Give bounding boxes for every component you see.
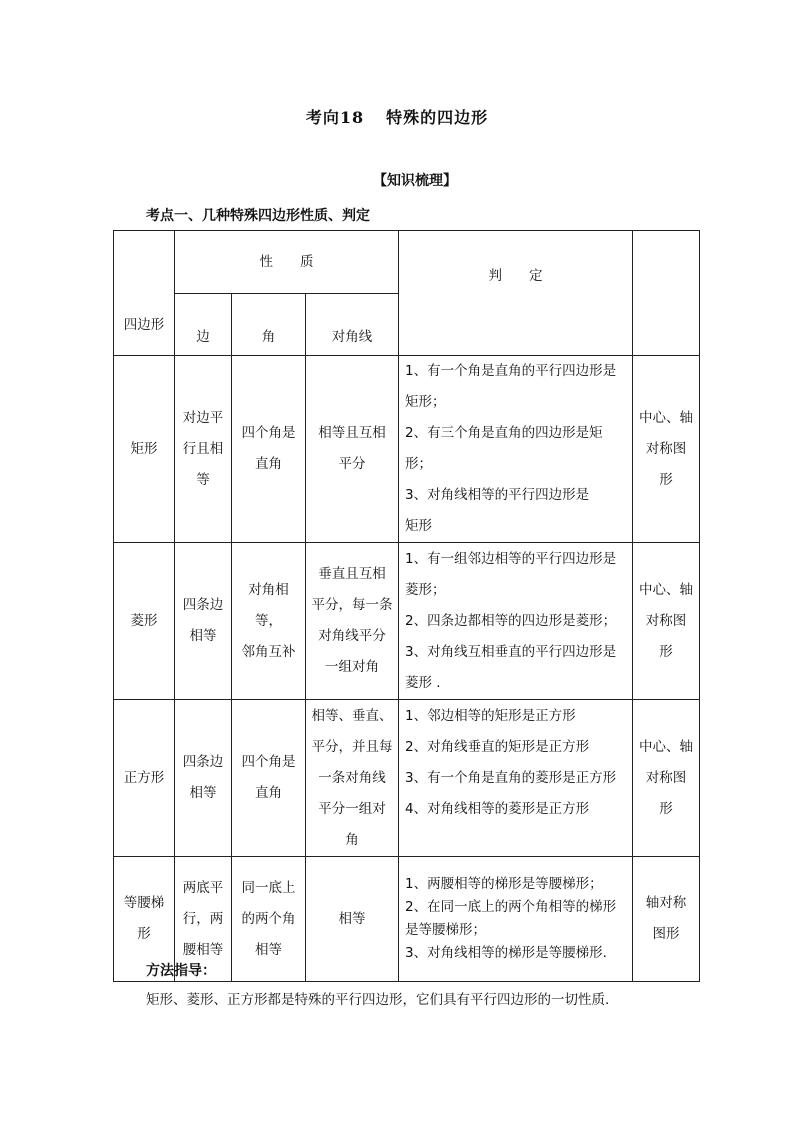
row-diagonal: 垂直且互相 平分，每一条 对角线平分 一组对角: [306, 543, 399, 700]
row-judgement: 1、有一个角是直角的平行四边形是 矩形； 2、有三个角是直角的四边形是矩形； 3、对角线相等的平行四边形是 矩形: [399, 356, 633, 543]
header-symmetry: [633, 231, 700, 356]
header-property: 性 质: [175, 231, 399, 294]
table-row: [114, 543, 700, 700]
row-symmetry: 中心、轴 对称图 形: [633, 356, 700, 543]
row-side: 四条边 相等: [175, 543, 232, 700]
row-side: 两底平 行，两 腰相等: [175, 857, 232, 982]
header-judgement: 判 定: [399, 231, 633, 356]
page-title: [0, 105, 794, 128]
method-title: 方法指导：: [146, 963, 216, 979]
header-side: 边: [175, 294, 232, 356]
header-diagonal: 对角线: [306, 294, 399, 356]
row-judgement: 1、两腰相等的梯形是等腰梯形； 2、在同一底上的两个角相等的梯形 是等腰梯形； 3、对角线相等的梯形是等腰梯形.: [399, 857, 633, 982]
row-name: 等腰梯 形: [114, 857, 175, 982]
section-title: 考点一、几种特殊四边形性质、判定: [146, 208, 370, 224]
row-name: 菱形: [114, 543, 175, 700]
header-angle: 角: [232, 294, 306, 356]
subtitle: 【知识梳理】: [373, 173, 457, 189]
row-side: 对边平 行且相 等: [175, 356, 232, 543]
row-name: 正方形: [114, 700, 175, 857]
row-symmetry: 轴对称 图形: [633, 857, 700, 982]
row-angle: 四个角是 直角: [232, 356, 306, 543]
row-angle: 对角相等， 邻角互补: [232, 543, 306, 700]
row-diagonal: 相等且互相 平分: [306, 356, 399, 543]
row-angle: 同一底上 的两个角 相等: [232, 857, 306, 982]
row-side: 四条边 相等: [175, 700, 232, 857]
table-row: [114, 356, 700, 543]
header-quad: 四边形: [114, 231, 175, 356]
row-judgement: 1、邻边相等的矩形是正方形 2、对角线垂直的矩形是正方形 3、有一个角是直角的菱形是正方形 4、对角线相等的菱形是正方形: [399, 700, 633, 857]
row-diagonal: 相等、垂直、 平分，并且每 一条对角线 平分一组对 角: [306, 700, 399, 857]
row-angle: 四个角是 直角: [232, 700, 306, 857]
row-symmetry: 中心、轴 对称图 形: [633, 543, 700, 700]
title-text: 特殊的四边形: [386, 108, 489, 127]
method-text: 矩形、菱形、正方形都是特殊的平行四边形，它们具有平行四边形的一切性质.: [146, 992, 610, 1008]
row-name: 矩形: [114, 356, 175, 543]
table-row: [114, 700, 700, 857]
title-number: 考向18: [305, 108, 365, 127]
row-judgement: 1、有一组邻边相等的平行四边形是 菱形； 2、四条边都相等的四边形是菱形； 3、对角线互相垂直的平行四边形是 菱形 .: [399, 543, 633, 700]
row-symmetry: 中心、轴 对称图 形: [633, 700, 700, 857]
row-diagonal: 相等: [306, 857, 399, 982]
quadrilateral-table: [113, 230, 700, 982]
